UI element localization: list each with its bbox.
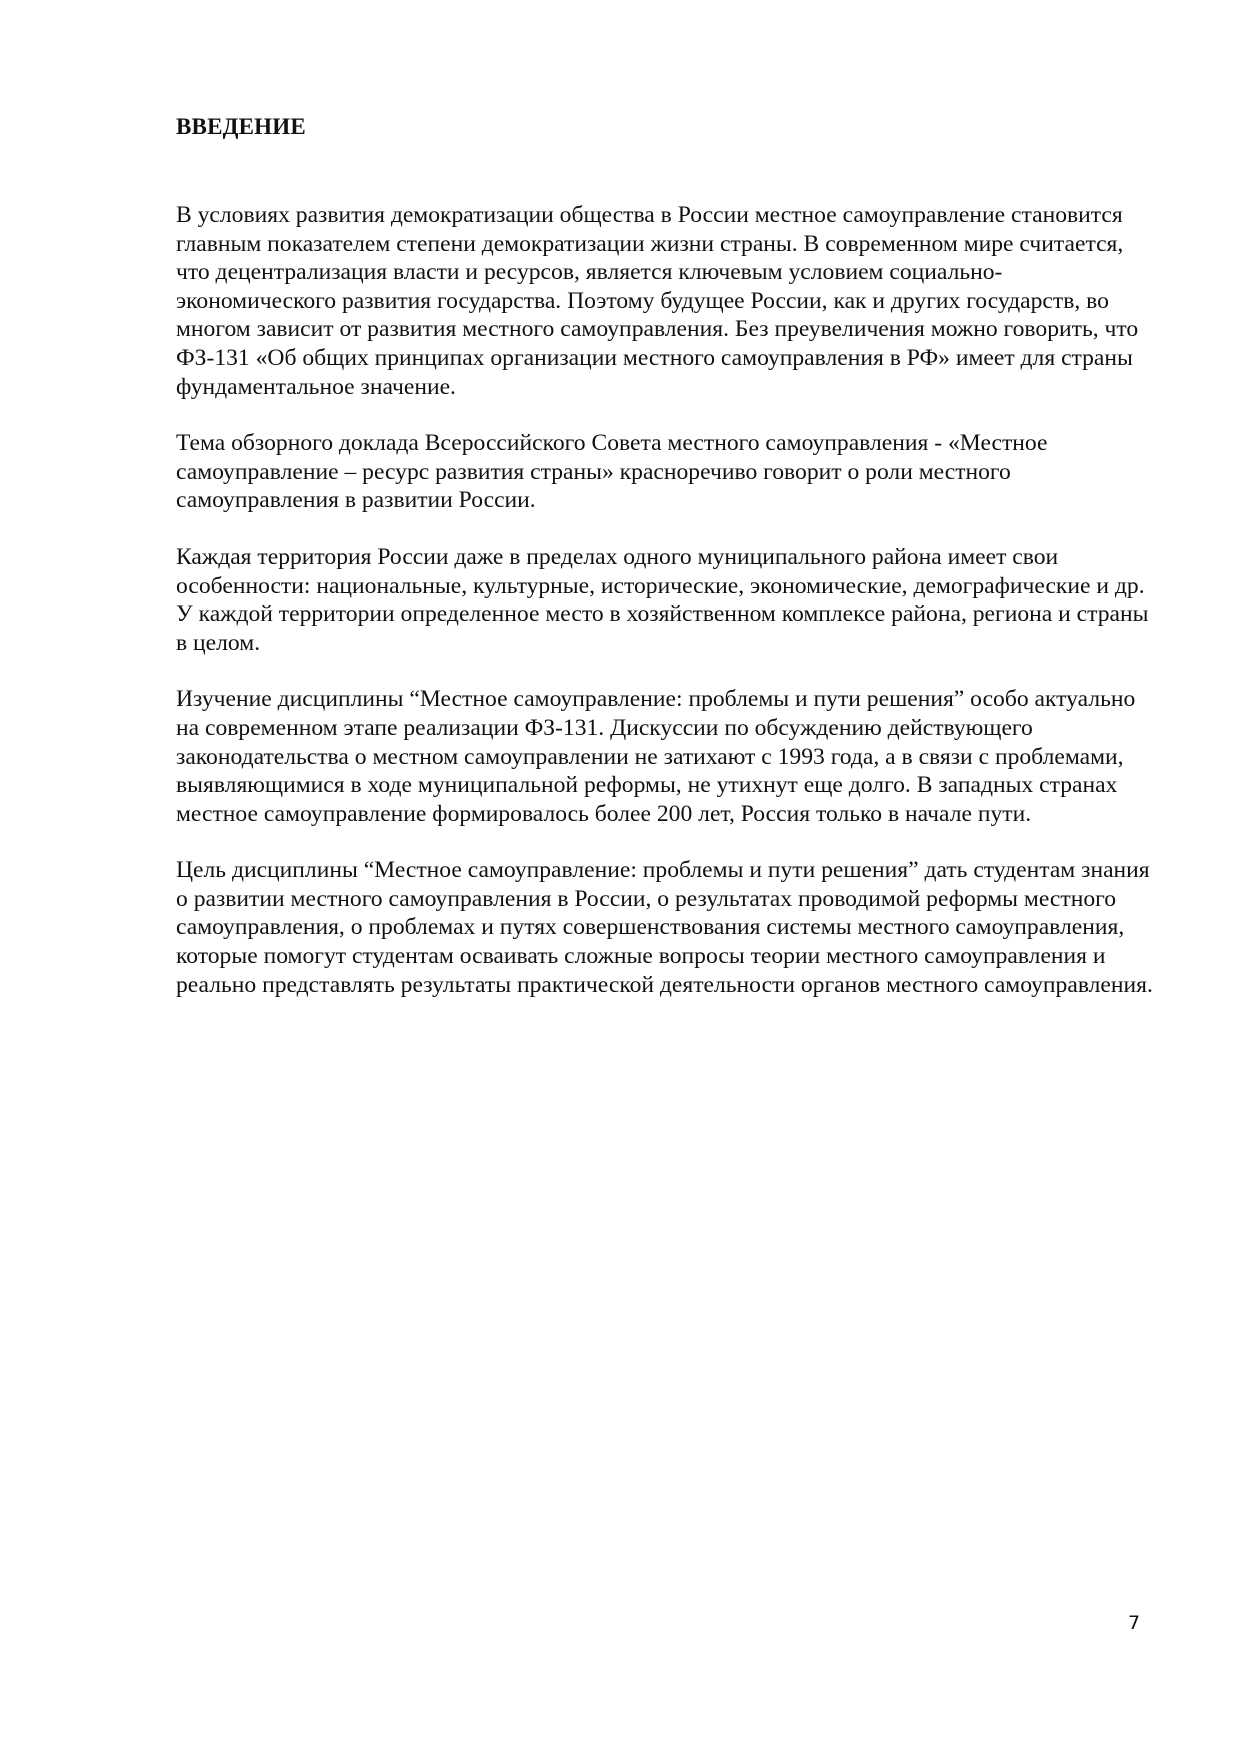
paragraph-2: Тема обзорного доклада Всероссийского Совета местного самоуправления - «Местное самоуправление – ресурс развития страны» красноречиво говорит о роли местного самоуправления в развитии России. (176, 430, 1048, 514)
section-heading: ВВЕДЕНИЕ (176, 114, 306, 139)
paragraph-5: Цель дисциплины “Местное самоуправление: проблемы и пути решения” дать студентам знания о развитии местного самоуправления в России, о результатах проводимой реформы местного самоуправления, о проблемах и путях совершенствования системы местного самоуправления, которые помогут студентам осваивать сложные вопросы теории местного самоуправления и реально представлять результаты практической деятельности органов местного самоуправления. (176, 857, 1153, 998)
paragraph-4: Изучение дисциплины “Местное самоуправление: проблемы и пути решения” особо актуально на современном этапе реализации ФЗ-131. Дискуссии по обсуждению действующего законодательства о местном самоуправлении не затихают с 1993 года, а в связи с проблемами, выявляющимися в ходе муниципальной реформы, не утихнут еще долго. В западных странах местное самоуправление формировалось более 200 лет, Россия только в начале пути. (176, 686, 1136, 827)
paragraph-1: В условиях развития демократизации общества в России местное самоуправление становится главным показателем степени демократизации жизни страны. В современном мире считается, что децентрализация власти и ресурсов, является ключевым условием социально-экономического развития государства. Поэтому будущее России, как и других государств, во многом зависит от развития местного самоуправления. Без преувеличения можно говорить, что ФЗ-131 «Об общих принципах организации местного самоуправления в РФ» имеет для страны фундаментальное значение. (176, 202, 1139, 400)
paragraph-3: Каждая территория России даже в пределах одного муниципального района имеет свои особенности: национальные, культурные, исторические, экономические, демографические и др. У каждой территории определенное место в хозяйственном комплексе района, региона и страны в целом. (176, 543, 1149, 656)
page-number: 7 (1128, 1612, 1141, 1634)
page-content (176, 113, 1156, 1027)
